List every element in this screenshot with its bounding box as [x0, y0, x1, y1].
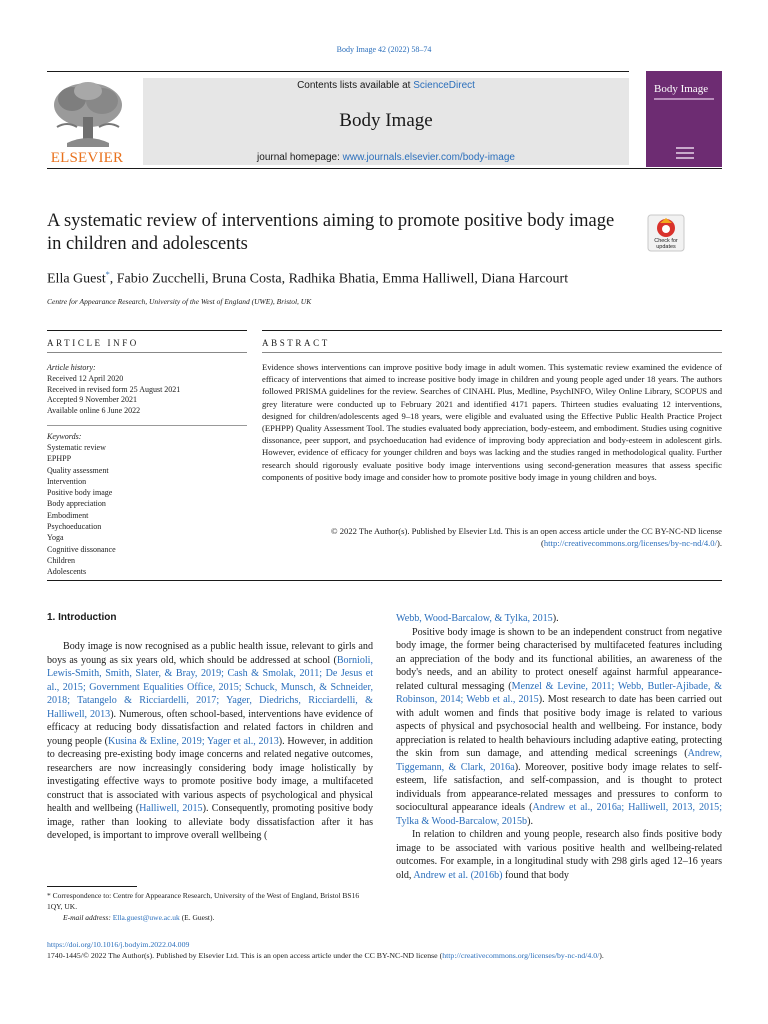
abstract-copyright: © 2022 The Author(s). Published by Elsevier Ltd. This is an open access article under the CC BY-NC-ND license (http://creativecommons.org/licenses/by-nc-nd/4.0/). — [331, 526, 722, 549]
journal-homepage-link[interactable]: www.journals.elsevier.com/body-image — [342, 152, 515, 163]
contents-line: Contents lists available at ScienceDirect — [297, 80, 475, 91]
keyword: Cognitive dissonance — [47, 544, 116, 554]
elsevier-wordmark: ELSEVIER — [50, 150, 124, 166]
keyword: Body appreciation — [47, 499, 106, 509]
abstract-text: Evidence shows interventions can improve positive body image in adult women. This systematic review examined the evidence of efficacy of interventions that aimed to increase positive body image in children and young people aged under 18 years. The authors followed PRISMA guidelines for the review. Searches of CINAHL Plus, Medline, PsychINFO, Wiley Online Library, SCOPUS and grey literature were conducted up to February 2021 and identified 4171 papers. Thirteen studies evaluating 12 interventions, designed for children/adolescents aged 9–18 years, were eligible and evaluated using the Effective Public Health Practice Project (EPHPP) Quality Assessment Tool. The studies evaluated body appreciation, body-esteem, and embodiment. Studies using cognitive dissonance, peer support, and psychoeducation had evidence of improving body appreciation and body-esteem in adolescent girls. However, evidence of efficacy for younger children and boys was lacking and the studies ranged in methodological quality. Further research should rigorously evaluate positive body image interventions using second-generation measures that assess specific components of positive body image and consider how to promote positive body image in young children and boys. — [262, 362, 722, 482]
keyword: Quality assessment — [47, 465, 109, 475]
body-paragraph: In relation to children and young people, research also finds positive body image to be associated with various positive health and wellbeing-related outcomes. For example, in a longitudinal study with 298 girls aged 12–16 years old, Andrew et al. (2016b) found that body — [396, 829, 722, 881]
keyword: EPHPP — [47, 454, 72, 464]
cover-decoration — [676, 147, 694, 149]
article-history — [47, 374, 247, 416]
cover-decoration — [676, 157, 694, 159]
article-history-heading: Article history: — [47, 363, 96, 372]
keywords-heading: Keywords: — [47, 432, 82, 441]
email-link[interactable]: Ella.guest@uwe.ac.uk — [112, 913, 180, 922]
footnote-rule — [47, 886, 137, 887]
sciencedirect-link[interactable]: ScienceDirect — [413, 80, 475, 91]
keyword: Intervention — [47, 476, 87, 486]
section-rule — [47, 352, 247, 353]
journal-cover-image — [646, 71, 722, 167]
email-note: E-mail address: Ella.guest@uwe.ac.uk (E. Guest). — [63, 913, 215, 922]
section-rule — [47, 425, 247, 426]
corresponding-author-mark[interactable]: * — [105, 270, 110, 279]
header-rule — [47, 168, 722, 169]
footnote — [47, 890, 373, 923]
cover-title: Body Image — [654, 83, 709, 95]
author-list: Ella Guest*, Fabio Zucchelli, Bruna Costa, Radhika Bhatia, Emma Halliwell, Diana Harcourt — [47, 270, 569, 287]
section-rule — [262, 352, 722, 353]
keyword: Adolescents — [47, 567, 87, 577]
body-paragraph: Positive body image is shown to be an independent construct from negative body image, the former being characterised by multifaceted features including an appreciation of the body and its functional abilities, an awareness of the body's needs, and an ability to protect oneself against harmful appearance-related cultural messaging (Menzel & Levine, 2011; Webb, Butler-Ajibade, & Robinson, 2014; Webb et al., 2015). Most research to date has been carried out with adult women and finds that positive body image is related to various aspects of physical and psychosocial health and wellbeing. For instance, body appreciation is related to health behaviours including adaptive eating, protecting the skin from sun damage, and attending medical screenings (Andrew, Tiggemann, & Clark, 2016a). Moreover, positive body image relates to self-esteem, life satisfaction, and self-compassion, and is thought to protect individuals from appearance-related messages and pressures to conform to sociocultural appearance ideals (Andrew et al., 2016a; Halliwell, 2013, 2015; Tylka & Wood-Barcalow, 2015b). — [396, 626, 722, 827]
journal-homepage: journal homepage: www.journals.elsevier.com/body-image — [257, 152, 515, 163]
keyword-list — [47, 442, 247, 578]
journal-title: Body Image — [339, 110, 433, 131]
citation-link[interactable]: Halliwell, 2015 — [139, 803, 203, 814]
history-item: Received 12 April 2020 — [47, 374, 124, 383]
cover-decoration — [654, 98, 714, 100]
body-paragraph: Webb, Wood-Barcalow, & Tylka, 2015). — [396, 613, 559, 624]
citation-link[interactable]: Menzel & Levine, 2011; Webb, Butler-Ajibade, & Robinson, 2014; Webb et al., 2015 — [396, 680, 722, 705]
history-item: Available online 6 June 2022 — [47, 405, 141, 415]
introduction-heading: 1. Introduction — [47, 612, 117, 623]
license-link[interactable]: http://creativecommons.org/licenses/by-nc-nd/4.0/ — [442, 951, 600, 960]
issn-line: 1740-1445/© 2022 The Author(s). Published by Elsevier Ltd. This is an open access article under the CC BY-NC-ND license (http://creativecommons.org/licenses/by-nc-nd/4.0/). — [47, 951, 604, 960]
doi-link[interactable]: https://doi.org/10.1016/j.bodyim.2022.04.009 — [47, 940, 190, 949]
citation-link[interactable]: Andrew et al. (2016b) — [413, 869, 503, 881]
citation-link[interactable]: Bornioli, Lewis-Smith, Smith, Slater, & Bray, 2019; Cash & Smolak, 2011; De Jesus et al., 2015; Government Equalities Office, 2015; Schuck, Munsch, & Schneider, 2018; Tatangelo & Ricciardelli, 2017; Yager, Diedrichs, Ricciardelli, & Halliwell, 2013 — [47, 654, 373, 720]
history-item: Received in revised form 25 August 2021 — [47, 384, 181, 394]
keyword: Psychoeducation — [47, 522, 102, 532]
article-info-heading: ARTICLE INFO — [47, 338, 139, 348]
running-head[interactable]: Body Image 42 (2022) 58–74 — [336, 45, 432, 54]
body-column-left — [47, 640, 373, 843]
citation-link[interactable]: Webb, Wood-Barcalow, & Tylka, 2015 — [396, 613, 553, 624]
article-title: A systematic review of interventions aiming to promote positive body image in children and adolescents — [47, 211, 615, 254]
correspondence-note: * Correspondence to: Centre for Appearance Research, University of the West of England, Bristol BS16 1QY, UK. — [47, 891, 360, 911]
keyword: Systematic review — [47, 443, 106, 452]
body-paragraph: Body image is now recognised as a public health issue, relevant to girls and boys as young as six years old, which should be addressed at school (Bornioli, Lewis-Smith, Smith, Slater, & Bray, 2019; Cash & Smolak, 2011; De Jesus et al., 2015; Government Equalities Office, 2015; Schuck, Munsch, & Schneider, 2018; Tatangelo & Ricciardelli, 2017; Yager, Diedrichs, Ricciardelli, & Halliwell, 2013). Numerous, often school-based, interventions have evidence of efficacy at reducing body dissatisfaction and related factors in children and young people (Kusina & Exline, 2019; Yager et al., 2013). However, in addition to decreasing pre-existing body image concerns and related negative outcomes, researchers are now increasingly considering body image holistically by investigating effective ways to promote positive body image, a multifaceted construct that is associated with various aspects of psychological and physical health and wellbeing (Halliwell, 2015). Consequently, promoting positive body image, rather than looking to alleviate body dissatisfaction after it has developed, is important to improve overall wellbeing ( — [47, 641, 373, 841]
check-for-updates-label: Check for updates — [654, 238, 678, 250]
citation-link[interactable]: Andrew, Tiggemann, & Clark, 2016a — [396, 748, 722, 773]
affiliation: Centre for Appearance Research, University of the West of England (UWE), Bristol, UK — [47, 297, 312, 306]
keyword: Yoga — [47, 533, 64, 543]
citation-link[interactable]: Kusina & Exline, 2019; Yager et al., 2013 — [108, 735, 279, 747]
section-rule — [47, 580, 722, 581]
abstract-heading: ABSTRACT — [262, 338, 330, 348]
keyword: Children — [47, 555, 75, 565]
history-item: Accepted 9 November 2021 — [47, 395, 137, 404]
cover-decoration — [676, 152, 694, 154]
header-rule — [47, 71, 629, 72]
citation-link[interactable]: Andrew et al., 2016a; Halliwell, 2013, 2015; Tylka & Wood-Barcalow, 2015b — [396, 802, 722, 827]
section-rule — [47, 330, 247, 331]
keyword: Embodiment — [47, 510, 89, 520]
keyword: Positive body image — [47, 488, 113, 498]
body-column-right — [396, 612, 722, 882]
section-rule — [262, 330, 722, 331]
license-link[interactable]: http://creativecommons.org/licenses/by-nc-nd/4.0/ — [543, 538, 717, 549]
